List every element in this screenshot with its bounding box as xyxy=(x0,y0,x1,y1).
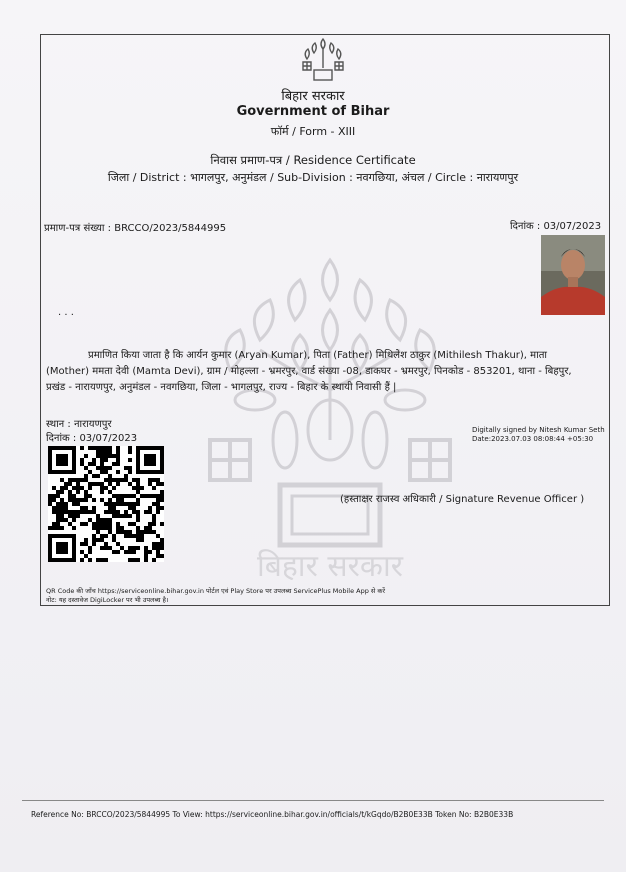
hindi-title: बिहार सरकार xyxy=(281,89,345,104)
english-title: Government of Bihar xyxy=(236,104,390,119)
issue-date-top: दिनांक : 03/07/2023 xyxy=(510,221,602,232)
certificate-number: प्रमाण-पत्र संख्या : BRCCO/2023/5844995 xyxy=(44,223,227,234)
qr-verification-note: QR Code की जाँच https://serviceonline.bihar.gov.in पोर्टल एवं Play Store पर उपलब्ध ServicePlus Mobile App से करें xyxy=(46,587,386,595)
location-line: जिला / District : भागलपुर, अनुमंडल / Sub-Division : नवगछिया, अंचल / Circle : नारायणपुर xyxy=(107,171,519,184)
reference-footer: Reference No: BRCCO/2023/5844995 To View: https://serviceonline.bihar.gov.in/officials/t/kGqdo/B2B0E33B Token No: B2B0E33B xyxy=(31,810,514,819)
applicant-photo xyxy=(541,235,605,315)
body-line-1: प्रमाणित किया जाता है कि आर्यन कुमार (Aryan Kumar), पिता (Father) मिथिलेश ठाकुर (Mithilesh Thakur), माता xyxy=(88,350,548,361)
decorative-dots: . . . xyxy=(58,307,74,318)
digital-signature-line-1: Digitally signed by Nitesh Kumar Seth xyxy=(472,426,605,434)
body-line-2: (Mother) ममता देवी (Mamta Devi), ग्राम / मोहल्ला - भ्रमरपुर, वार्ड संख्या -08, डाकघर - भ्रमरपुर, पिनकोड - 853201, थाना - बिहपुर, xyxy=(46,366,572,377)
form-number: फॉर्म / Form - XIII xyxy=(270,125,356,138)
body-line-3: प्रखंड - नारायणपुर, अनुमंडल - नवगछिया, जिला - भागलपुर, राज्य - बिहार के स्थायी निवासी हैं | xyxy=(46,382,397,393)
bihar-emblem-icon xyxy=(299,36,347,82)
issue-place: स्थान : नारायणपुर xyxy=(46,419,112,430)
officer-signature: (हस्ताक्षर राजस्व अधिकारी / Signature Revenue Officer ) xyxy=(340,494,585,505)
qr-code-icon xyxy=(48,446,164,562)
digilocker-note: नोट: यह दस्तावेज DigiLocker पर भी उपलब्ध है। xyxy=(46,596,169,604)
digital-signature-line-2: Date:2023.07.03 08:08:44 +05:30 xyxy=(472,435,594,443)
footer-divider xyxy=(22,800,604,801)
certificate-title: निवास प्रमाण-पत्र / Residence Certificate xyxy=(210,153,416,167)
issue-date: दिनांक : 03/07/2023 xyxy=(46,433,138,444)
watermark-text: बिहार सरकार xyxy=(256,549,404,580)
